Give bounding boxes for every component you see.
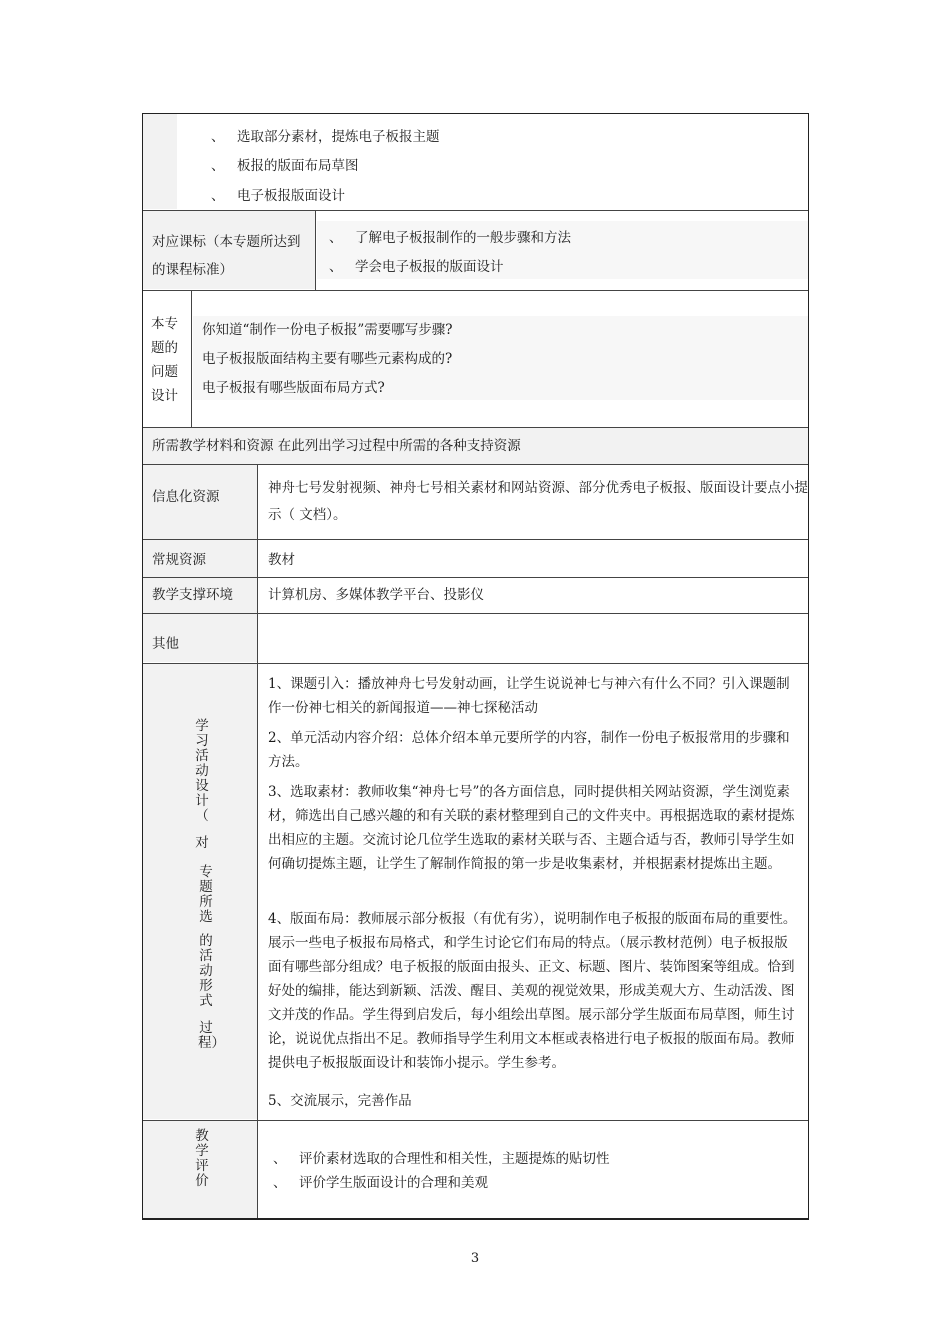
resources-header-section <box>143 428 808 465</box>
evaluation-item: 、 评价学生版面设计的合理和美观 <box>273 1175 488 1191</box>
activities-label: 的活动形式 <box>199 933 213 1009</box>
activities-label: 过程） <box>198 1020 225 1051</box>
resource-label: 其他 <box>152 636 179 652</box>
standard-item: 、 学会电子板报的版面设计 <box>329 259 504 275</box>
question-item: 电子板报版面结构主要有哪些元素构成的? <box>202 351 453 367</box>
question-item: 你知道“制作一份电子板报”需要哪写步骤? <box>202 322 453 338</box>
activity-paragraph: 5、交流展示，完善作品 <box>268 1093 412 1109</box>
standards-label: 对应课标（本专题所达到的课程标准） <box>152 234 301 278</box>
standards-content <box>317 221 808 279</box>
activities-label-cell <box>143 664 257 1119</box>
evaluation-label-cell <box>143 1121 257 1218</box>
evaluation-section <box>143 1121 808 1218</box>
standard-item: 、 了解电子板报制作的一般步骤和方法 <box>329 230 571 246</box>
resources-header: 所需教学材料和资源 在此列出学习过程中所需的各种支持资源 <box>152 438 521 454</box>
questions-label-cell <box>143 291 191 426</box>
resources-section <box>143 465 808 664</box>
top-list-section <box>143 114 808 211</box>
resource-value: 教材 <box>268 552 295 568</box>
top-list-left-cell <box>143 114 177 209</box>
standards-label-cell <box>143 211 315 289</box>
list-item: 、 板报的版面布局草图 <box>211 158 359 174</box>
resource-label: 教学支撑环境 <box>152 587 233 603</box>
questions-content <box>193 316 808 400</box>
page-number: 3 <box>470 1251 480 1266</box>
activity-paragraph: 2、单元活动内容介绍：总体介绍本单元要所学的内容，制作一份电子板报常用的步骤和方法。 <box>268 730 790 770</box>
list-item: 、 选取部分素材，提炼电子板报主题 <box>211 129 440 145</box>
resource-label: 信息化资源 <box>152 489 220 505</box>
resource-label: 常规资源 <box>152 552 206 568</box>
resource-value: 计算机房、多媒体教学平台、投影仪 <box>268 587 484 603</box>
list-item: 、 电子板报版面设计 <box>211 188 345 204</box>
resource-value: 神舟七号发射视频、神舟七号相关素材和网站资源、部分优秀电子板报、版面设计要点小提示（ 文档）。 <box>268 480 808 523</box>
activity-paragraph: 1、课题引入：播放神舟七号发射动画，让学生说说神七与神六有什么不同？引入课题制作一份神七相关的新闻报道——神七探秘活动 <box>268 676 790 716</box>
activities-label: 学习活动设计（ <box>195 718 209 824</box>
resource-value-cell <box>259 471 808 531</box>
activities-label: 对 <box>195 835 209 851</box>
activities-section <box>143 664 808 1121</box>
questions-label: 本专题的问题设计 <box>151 316 178 404</box>
evaluation-label: 教学评价 <box>195 1128 209 1189</box>
activity-paragraph: 4、版面布局：教师展示部分板报（有优有劣），说明制作电子板报的版面布局的重要性。展示一些电子板报布局格式，和学生讨论它们布局的特点。（展示教材范例）电子板报版面有哪些部分组成？电子板报的版面由报头、正文、标题、图片、装饰图案等组成。恰到好处的编排，能达到新颖、活泼、醒目、美观的视觉效果，形成美观大方、生动活泼、图文并茂的作品。学生得到启发后，每小组绘出草图。展示部分学生版面布局草图，师生讨论，说说优点指出不足。教师指导学生利用文本框或表格进行电子板报的版面布局。教师提供电子板报版面设计和装饰小提示。学生参考。 <box>268 911 797 1071</box>
standards-section <box>143 211 808 291</box>
top-list-content <box>177 114 808 209</box>
activities-label: 专题所选 <box>199 864 213 925</box>
activity-paragraph: 3、选取素材：教师收集“神舟七号”的各方面信息，同时提供相关网站资源，学生浏览素材，筛选出自己感兴趣的和有关联的素材整理到自己的文件夹中。再根据选取的素材提炼出相应的主题。交流讨论几位学生选取的素材关联与否、主题合适与否，教师引导学生如何确切提炼主题，让学生了解制作简报的第一步是收集素材，并根据素材提炼出主题。 <box>268 784 795 872</box>
activities-content <box>259 672 803 1118</box>
question-item: 电子板报有哪些版面布局方式? <box>202 380 385 396</box>
evaluation-item: 、 评价素材选取的合理性和相关性，主题提炼的贴切性 <box>273 1151 610 1167</box>
questions-section <box>143 291 808 428</box>
lesson-plan-table <box>142 113 809 1220</box>
